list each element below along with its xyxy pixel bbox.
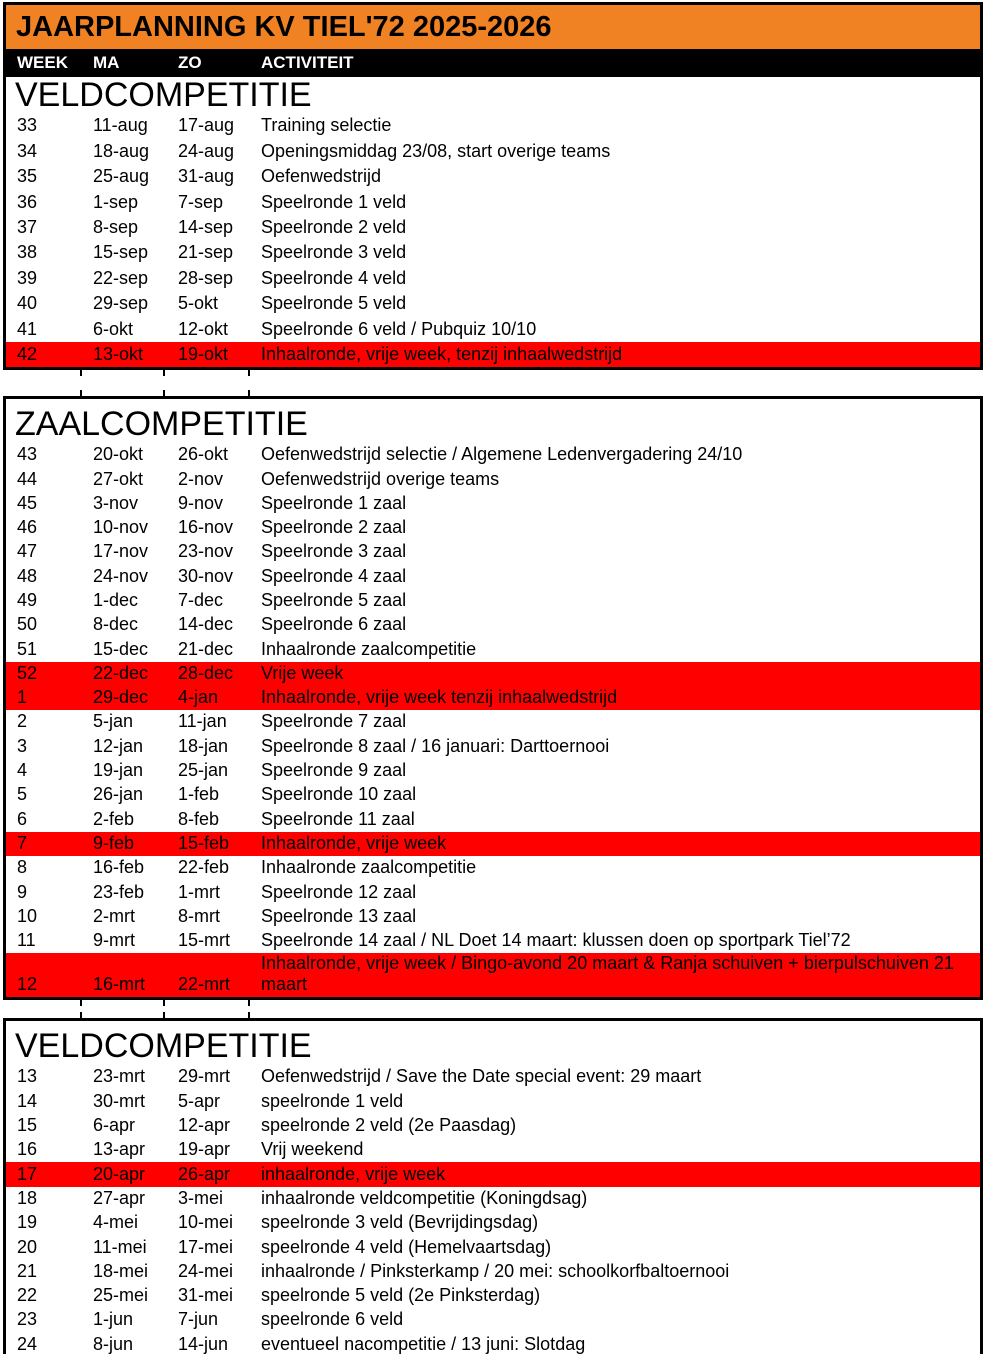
monday-date-cell: 15-dec	[93, 638, 149, 659]
sunday-date-cell: 15-feb	[178, 832, 230, 853]
page-title-bar	[6, 5, 980, 49]
column-tick	[80, 370, 82, 376]
schedule-row-highlighted	[6, 832, 980, 856]
monday-date-cell: 11-aug	[93, 115, 148, 136]
monday-date-cell: 19-jan	[93, 760, 144, 781]
week-number-cell: 15	[17, 1115, 38, 1136]
rows-veldcompetitie-1	[6, 113, 980, 367]
activity-cell: Inhaalronde, vrije week	[261, 832, 447, 853]
sunday-date-cell: 31-aug	[178, 166, 235, 187]
activity-cell: Speelronde 4 zaal	[261, 565, 407, 586]
monday-date-cell: 20-okt	[93, 444, 144, 465]
schedule-row	[6, 1260, 980, 1284]
schedule-row	[6, 265, 980, 290]
schedule-row	[6, 734, 980, 758]
sunday-date-cell: 21-dec	[178, 638, 234, 659]
schedule-row	[6, 589, 980, 613]
page-title: JAARPLANNING KV TIEL'72 2025-2026	[16, 10, 552, 43]
sunday-date-cell: 29-mrt	[178, 1066, 231, 1087]
sunday-date-cell: 8-mrt	[178, 905, 220, 926]
sunday-date-cell: 22-mrt	[178, 974, 231, 995]
column-tick	[163, 370, 165, 376]
schedule-row	[6, 710, 980, 734]
activity-cell: Speelronde 9 zaal	[261, 760, 407, 781]
week-number-cell: 35	[17, 166, 38, 187]
schedule-row	[6, 564, 980, 588]
schedule-row	[6, 291, 980, 316]
table-veldcompetitie-voorjaar	[3, 1018, 983, 1354]
sunday-date-cell: 1-mrt	[178, 881, 220, 902]
week-number-cell: 41	[17, 318, 38, 339]
monday-date-cell: 9-feb	[93, 832, 135, 853]
week-number-cell: 4	[17, 760, 28, 781]
week-number-cell: 12	[17, 974, 38, 995]
monday-date-cell: 25-mei	[93, 1285, 149, 1306]
monday-date-cell: 22-sep	[93, 267, 149, 288]
schedule-row	[6, 138, 980, 163]
activity-cell: Inhaalronde, vrije week / Bingo-avond 20 maart & Ranja schuiven + bierpulschuiven 21 maart	[261, 953, 954, 995]
activity-cell: speelronde 5 veld (2e Pinksterdag)	[261, 1285, 541, 1306]
schedule-row	[6, 783, 980, 807]
week-number-cell: 34	[17, 140, 38, 161]
activity-cell: Speelronde 3 zaal	[261, 541, 407, 562]
schedule-row	[6, 189, 980, 214]
week-number-cell: 52	[17, 662, 38, 683]
schedule-row	[6, 1089, 980, 1113]
schedule-row	[6, 856, 980, 880]
week-number-cell: 43	[17, 444, 38, 465]
sunday-date-cell: 12-apr	[178, 1115, 231, 1136]
sunday-date-cell: 19-okt	[178, 343, 229, 364]
week-number-cell: 51	[17, 638, 38, 659]
sunday-date-cell: 19-apr	[178, 1139, 231, 1160]
monday-date-cell: 2-mrt	[93, 905, 135, 926]
activity-cell: Speelronde 1 zaal	[261, 492, 407, 513]
sunday-date-cell: 23-nov	[178, 541, 234, 562]
monday-date-cell: 26-jan	[93, 784, 144, 805]
activity-cell: Oefenwedstrijd / Save the Date special event: 29 maart	[261, 1066, 702, 1087]
monday-date-cell: 9-mrt	[93, 930, 135, 951]
sunday-date-cell: 3-mei	[178, 1187, 224, 1208]
sunday-date-cell: 11-jan	[178, 711, 227, 732]
schedule-row	[6, 443, 980, 467]
week-number-cell: 40	[17, 293, 38, 314]
monday-date-cell: 18-aug	[93, 140, 150, 161]
table-zaalcompetitie	[3, 396, 983, 1000]
week-number-cell: 17	[17, 1163, 38, 1184]
schedule-row-highlighted	[6, 662, 980, 686]
monday-date-cell: 22-dec	[93, 662, 149, 683]
monday-date-cell: 1-dec	[93, 589, 139, 610]
sunday-date-cell: 4-jan	[178, 687, 219, 708]
activity-cell: Speelronde 3 veld	[261, 242, 407, 263]
schedule-row	[6, 1284, 980, 1308]
activity-cell: Oefenwedstrijd selectie / Algemene Ledenvergadering 24/10	[261, 444, 743, 465]
schedule-row	[6, 516, 980, 540]
schedule-row	[6, 1138, 980, 1162]
column-tick	[80, 1000, 82, 1006]
sunday-date-cell: 17-aug	[178, 115, 235, 136]
schedule-row-highlighted	[6, 1162, 980, 1186]
table-gap	[3, 370, 983, 396]
activity-cell: Oefenwedstrijd overige teams	[261, 468, 500, 489]
column-header-ma: MA	[93, 53, 120, 72]
sunday-date-cell: 25-jan	[178, 760, 229, 781]
week-number-cell: 14	[17, 1090, 38, 1111]
column-tick	[248, 390, 250, 396]
schedule-row	[6, 1235, 980, 1259]
activity-cell: Speelronde 6 zaal	[261, 614, 407, 635]
sunday-date-cell: 24-aug	[178, 140, 235, 161]
column-tick	[248, 370, 250, 376]
schedule-row	[6, 164, 980, 189]
sunday-date-cell: 12-okt	[178, 318, 229, 339]
sunday-date-cell: 7-jun	[178, 1309, 219, 1330]
activity-cell: Speelronde 8 zaal / 16 januari: Darttoernooi	[261, 735, 610, 756]
week-number-cell: 47	[17, 541, 38, 562]
activity-cell: Speelronde 14 zaal / NL Doet 14 maart: klussen doen op sportpark Tiel’72	[261, 930, 851, 951]
week-number-cell: 48	[17, 565, 38, 586]
sunday-date-cell: 5-okt	[178, 293, 219, 314]
activity-cell: Training selectie	[261, 115, 392, 136]
activity-cell: Inhaalronde zaalcompetitie	[261, 857, 477, 878]
activity-cell: inhaalronde / Pinksterkamp / 20 mei: schoolkorfbaltoernooi	[261, 1260, 730, 1281]
activity-cell: Speelronde 5 veld	[261, 293, 407, 314]
activity-cell: Openingsmiddag 23/08, start overige teams	[261, 140, 611, 161]
schedule-row	[6, 316, 980, 341]
monday-date-cell: 23-mrt	[93, 1066, 146, 1087]
activity-cell: Speelronde 2 zaal	[261, 517, 407, 538]
sunday-date-cell: 17-mei	[178, 1236, 234, 1257]
monday-date-cell: 2-feb	[93, 808, 135, 829]
week-number-cell: 23	[17, 1309, 38, 1330]
monday-date-cell: 3-nov	[93, 492, 139, 513]
week-number-cell: 8	[17, 857, 28, 878]
monday-date-cell: 15-sep	[93, 242, 149, 263]
sunday-date-cell: 5-apr	[178, 1090, 221, 1111]
activity-cell: Speelronde 13 zaal	[261, 905, 417, 926]
monday-date-cell: 30-mrt	[93, 1090, 146, 1111]
week-number-cell: 6	[17, 808, 28, 829]
activity-cell: Vrije week	[261, 662, 344, 683]
activity-cell: Oefenwedstrijd	[261, 166, 382, 187]
schedule-row	[6, 637, 980, 661]
column-tick	[80, 390, 82, 396]
schedule-row	[6, 540, 980, 564]
schedule-row	[6, 1211, 980, 1235]
week-number-cell: 44	[17, 468, 38, 489]
column-header-activiteit: ACTIVITEIT	[261, 53, 354, 72]
activity-cell: speelronde 2 veld (2e Paasdag)	[261, 1115, 517, 1136]
rows-veldcompetitie-2	[6, 1065, 980, 1354]
monday-date-cell: 4-mei	[93, 1212, 139, 1233]
sunday-date-cell: 26-okt	[178, 444, 229, 465]
sunday-date-cell: 9-nov	[178, 492, 224, 513]
sunday-date-cell: 2-nov	[178, 468, 224, 489]
week-number-cell: 37	[17, 216, 38, 237]
week-number-cell: 9	[17, 881, 28, 902]
monday-date-cell: 13-okt	[93, 343, 144, 364]
column-header-week: WEEK	[17, 53, 68, 72]
sunday-date-cell: 26-apr	[178, 1163, 231, 1184]
monday-date-cell: 6-okt	[93, 318, 134, 339]
schedule-row	[6, 492, 980, 516]
column-tick	[163, 1000, 165, 1006]
schedule-row	[6, 929, 980, 953]
schedule-row	[6, 240, 980, 265]
monday-date-cell: 8-sep	[93, 216, 139, 237]
week-number-cell: 39	[17, 267, 38, 288]
week-number-cell: 36	[17, 191, 38, 212]
week-number-cell: 13	[17, 1066, 38, 1087]
week-number-cell: 38	[17, 242, 38, 263]
activity-cell: Speelronde 5 zaal	[261, 589, 407, 610]
activity-cell: inhaalronde veldcompetitie (Koningdsag)	[261, 1187, 588, 1208]
schedule-row	[6, 467, 980, 491]
week-number-cell: 42	[17, 343, 38, 364]
activity-cell: eventueel nacompetitie / 13 juni: Slotdag	[261, 1333, 586, 1354]
activity-cell: inhaalronde, vrije week	[261, 1163, 446, 1184]
section-title-zaalcompetitie: ZAALCOMPETITIE	[15, 404, 308, 443]
activity-cell: Inhaalronde zaalcompetitie	[261, 638, 477, 659]
monday-date-cell: 12-jan	[93, 735, 144, 756]
column-tick	[163, 1012, 165, 1018]
sunday-date-cell: 10-mei	[178, 1212, 234, 1233]
monday-date-cell: 1-sep	[93, 191, 139, 212]
column-tick	[163, 390, 165, 396]
section-title-veldcompetitie-1: VELDCOMPETITIE	[15, 76, 312, 114]
activity-cell: Inhaalronde, vrije week, tenzij inhaalwedstrijd	[261, 343, 623, 364]
activity-cell: speelronde 3 veld (Bevrijdingsdag)	[261, 1212, 539, 1233]
sunday-date-cell: 28-dec	[178, 662, 234, 683]
monday-date-cell: 24-nov	[93, 565, 149, 586]
schedule-row	[6, 1308, 980, 1332]
schedule-row	[6, 759, 980, 783]
column-tick	[248, 1000, 250, 1006]
monday-date-cell: 8-dec	[93, 614, 139, 635]
week-number-cell: 1	[17, 687, 28, 708]
activity-cell: Speelronde 6 veld / Pubquiz 10/10	[261, 318, 537, 339]
table-veldcompetitie-najaar	[3, 2, 983, 370]
sunday-date-cell: 7-dec	[178, 589, 224, 610]
schedule-row	[6, 905, 980, 929]
activity-cell: speelronde 1 veld	[261, 1090, 404, 1111]
sunday-date-cell: 14-sep	[178, 216, 234, 237]
week-number-cell: 5	[17, 784, 28, 805]
schedule-row	[6, 613, 980, 637]
schedule-row	[6, 1065, 980, 1089]
column-header-zo: ZO	[178, 53, 202, 72]
sunday-date-cell: 16-nov	[178, 517, 234, 538]
sunday-date-cell: 7-sep	[178, 191, 224, 212]
week-number-cell: 16	[17, 1139, 38, 1160]
monday-date-cell: 29-dec	[93, 687, 149, 708]
activity-cell: Inhaalronde, vrije week tenzij inhaalwedstrijd	[261, 687, 618, 708]
week-number-cell: 33	[17, 115, 38, 136]
column-tick	[80, 1012, 82, 1018]
week-number-cell: 21	[17, 1260, 38, 1281]
monday-date-cell: 20-apr	[93, 1163, 146, 1184]
sunday-date-cell: 1-feb	[178, 784, 220, 805]
schedule-row-highlighted	[6, 686, 980, 710]
schedule-row	[6, 807, 980, 831]
monday-date-cell: 27-apr	[93, 1187, 146, 1208]
week-number-cell: 2	[17, 711, 28, 732]
week-number-cell: 7	[17, 832, 28, 853]
schedule-row-highlighted	[6, 953, 980, 997]
sunday-date-cell: 28-sep	[178, 267, 234, 288]
sunday-date-cell: 21-sep	[178, 242, 234, 263]
activity-cell: Speelronde 1 veld	[261, 191, 407, 212]
week-number-cell: 24	[17, 1333, 38, 1354]
sunday-date-cell: 18-jan	[178, 735, 229, 756]
monday-date-cell: 13-apr	[93, 1139, 146, 1160]
monday-date-cell: 23-feb	[93, 881, 145, 902]
week-number-cell: 50	[17, 614, 38, 635]
activity-cell: Speelronde 10 zaal	[261, 784, 417, 805]
monday-date-cell: 18-mei	[93, 1260, 149, 1281]
week-number-cell: 46	[17, 517, 38, 538]
monday-date-cell: 11-mei	[93, 1236, 147, 1257]
activity-cell: speelronde 4 veld (Hemelvaartsdag)	[261, 1236, 552, 1257]
monday-date-cell: 16-feb	[93, 857, 145, 878]
week-number-cell: 49	[17, 589, 38, 610]
week-number-cell: 11	[17, 930, 36, 951]
schedule-row-highlighted	[6, 342, 980, 367]
section-title-veldcompetitie-2: VELDCOMPETITIE	[15, 1027, 312, 1066]
column-header-row	[6, 49, 980, 77]
sunday-date-cell: 22-feb	[178, 857, 230, 878]
activity-cell: Speelronde 7 zaal	[261, 711, 407, 732]
activity-cell: Speelronde 12 zaal	[261, 881, 417, 902]
sunday-date-cell: 24-mei	[178, 1260, 234, 1281]
monday-date-cell: 16-mrt	[93, 974, 146, 995]
week-number-cell: 22	[17, 1285, 38, 1306]
schedule-row	[6, 113, 980, 138]
activity-cell: Speelronde 11 zaal	[261, 808, 415, 829]
week-number-cell: 10	[17, 905, 38, 926]
monday-date-cell: 10-nov	[93, 517, 149, 538]
schedule-row	[6, 1332, 980, 1354]
week-number-cell: 19	[17, 1212, 38, 1233]
column-tick	[248, 1012, 250, 1018]
week-number-cell: 45	[17, 492, 38, 513]
schedule-row	[6, 215, 980, 240]
activity-cell: Speelronde 2 veld	[261, 216, 407, 237]
monday-date-cell: 1-jun	[93, 1309, 134, 1330]
schedule-row	[6, 1187, 980, 1211]
table-gap	[3, 1000, 983, 1018]
week-number-cell: 3	[17, 735, 28, 756]
rows-zaalcompetitie	[6, 443, 980, 997]
activity-cell: Speelronde 4 veld	[261, 267, 407, 288]
activity-cell: Vrij weekend	[261, 1139, 364, 1160]
week-number-cell: 20	[17, 1236, 38, 1257]
sunday-date-cell: 14-jun	[178, 1333, 229, 1354]
activity-cell: speelronde 6 veld	[261, 1309, 404, 1330]
sunday-date-cell: 8-feb	[178, 808, 220, 829]
week-number-cell: 18	[17, 1187, 38, 1208]
monday-date-cell: 6-apr	[93, 1115, 136, 1136]
monday-date-cell: 29-sep	[93, 293, 149, 314]
monday-date-cell: 5-jan	[93, 711, 134, 732]
sunday-date-cell: 31-mei	[178, 1285, 234, 1306]
monday-date-cell: 8-jun	[93, 1333, 134, 1354]
sunday-date-cell: 30-nov	[178, 565, 234, 586]
sunday-date-cell: 14-dec	[178, 614, 234, 635]
monday-date-cell: 25-aug	[93, 166, 150, 187]
monday-date-cell: 17-nov	[93, 541, 149, 562]
sunday-date-cell: 15-mrt	[178, 930, 231, 951]
schedule-row	[6, 1114, 980, 1138]
monday-date-cell: 27-okt	[93, 468, 144, 489]
schedule-row	[6, 880, 980, 904]
